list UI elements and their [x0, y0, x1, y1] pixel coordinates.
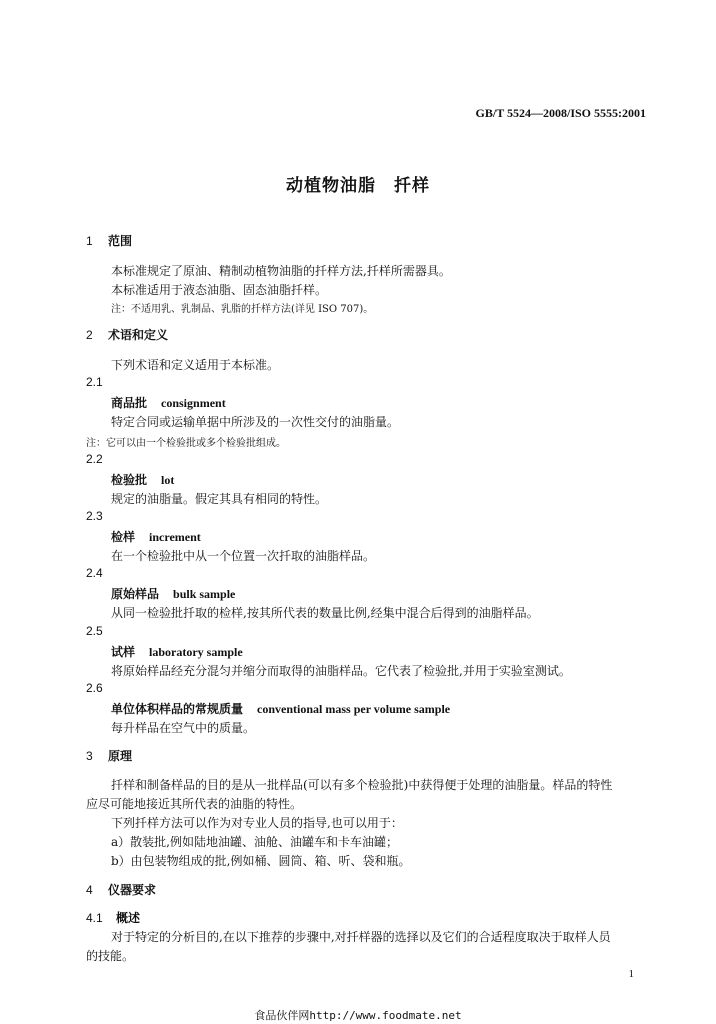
term-definition: 每升样品在空气中的质量。: [111, 721, 256, 735]
term-heading: [111, 700, 450, 717]
note: 注：它可以由一个检验批或多个检验批组成。: [86, 438, 286, 449]
section-title: 范围: [108, 234, 133, 248]
term-zh: 单位体积样品的常规质量: [111, 702, 244, 716]
paragraph: 下列扦样方法可以作为对专业人员的指导,也可以用于：: [111, 816, 403, 830]
term-definition: 将原始样品经充分混匀并缩分而取得的油脂样品。它代表了检验批,并用于实验室测试。: [111, 664, 571, 678]
paragraph-continuation: 应尽可能地接近其所代表的油脂的特性。: [86, 797, 303, 811]
term-definition: 规定的油脂量。假定其具有相同的特性。: [111, 492, 328, 506]
section-title: 术语和定义: [108, 328, 169, 342]
section-number: 1: [86, 234, 93, 248]
page-number: 1: [628, 968, 634, 980]
paragraph: 本标准规定了原油、精制动植物油脂的扦样方法,扦样所需器具。: [111, 264, 451, 278]
subsection-number: 2.5: [86, 624, 103, 638]
standard-code: GB/T 5524—2008/ISO 5555:2001: [475, 106, 646, 120]
subsection-4-1-heading: [86, 909, 140, 926]
section-4-heading: [86, 881, 156, 898]
term-definition: 从同一检验批扦取的检样,按其所代表的数量比例,经集中混合后得到的油脂样品。: [111, 606, 539, 620]
term-heading: [111, 528, 201, 545]
paragraph: 下列术语和定义适用于本标准。: [111, 358, 280, 372]
footer-watermark: 食品伙伴网http://www.foodmate.net: [254, 1009, 462, 1022]
term-heading: [111, 471, 174, 488]
term-definition: 在一个检验批中从一个位置一次扦取的油脂样品。: [111, 549, 376, 563]
term-heading: [111, 394, 226, 411]
term-heading: [111, 585, 235, 602]
term-zh: 试样: [111, 645, 136, 659]
section-number: 2: [86, 328, 93, 342]
section-title: 原理: [108, 749, 133, 763]
list-item: b）由包装物组成的批,例如桶、圆筒、箱、听、袋和瓶。: [111, 854, 411, 868]
subsection-number: 2.4: [86, 566, 103, 580]
subsection-number: 2.2: [86, 452, 103, 466]
paragraph: 本标准适用于液态油脂、固态油脂扦样。: [111, 283, 328, 297]
term-zh: 检样: [111, 530, 136, 544]
term-zh: 检验批: [111, 473, 148, 487]
section-number: 3: [86, 749, 93, 763]
term-en: lot: [161, 473, 175, 487]
term-zh: 原始样品: [111, 587, 160, 601]
section-number: 4: [86, 883, 93, 897]
paragraph-continuation: 的技能。: [86, 949, 135, 963]
subsection-number: 2.1: [86, 375, 103, 389]
list-item: a）散装批,例如陆地油罐、油舱、油罐车和卡车油罐；: [111, 835, 398, 849]
note: 注：不适用乳、乳制品、乳脂的扦样方法(详见 ISO 707)。: [111, 304, 374, 315]
term-zh: 商品批: [111, 396, 148, 410]
paragraph: 扦样和制备样品的目的是从一批样品(可以有多个检验批)中获得便于处理的油脂量。样品的特性: [111, 778, 613, 792]
paragraph: 对于特定的分析目的,在以下推荐的步骤中,对扦样器的选择以及它们的合适程度取决于取样人员: [111, 930, 611, 944]
term-en: laboratory sample: [149, 645, 243, 659]
term-en: bulk sample: [173, 587, 236, 601]
section-3-heading: [86, 747, 132, 764]
subsection-number: 2.3: [86, 509, 103, 523]
subsection-title: 概述: [116, 911, 141, 925]
term-en: conventional mass per volume sample: [257, 702, 451, 716]
term-en: consignment: [161, 396, 226, 410]
term-en: increment: [149, 530, 201, 544]
section-2-heading: [86, 326, 168, 343]
document-title: 动植物油脂 扦样: [286, 176, 430, 196]
term-heading: [111, 643, 243, 660]
section-title: 仪器要求: [108, 883, 157, 897]
section-1-heading: [86, 232, 132, 249]
term-definition: 特定合同或运输单据中所涉及的一次性交付的油脂量。: [111, 415, 400, 429]
subsection-number: 4.1: [86, 911, 103, 925]
subsection-number: 2.6: [86, 681, 103, 695]
